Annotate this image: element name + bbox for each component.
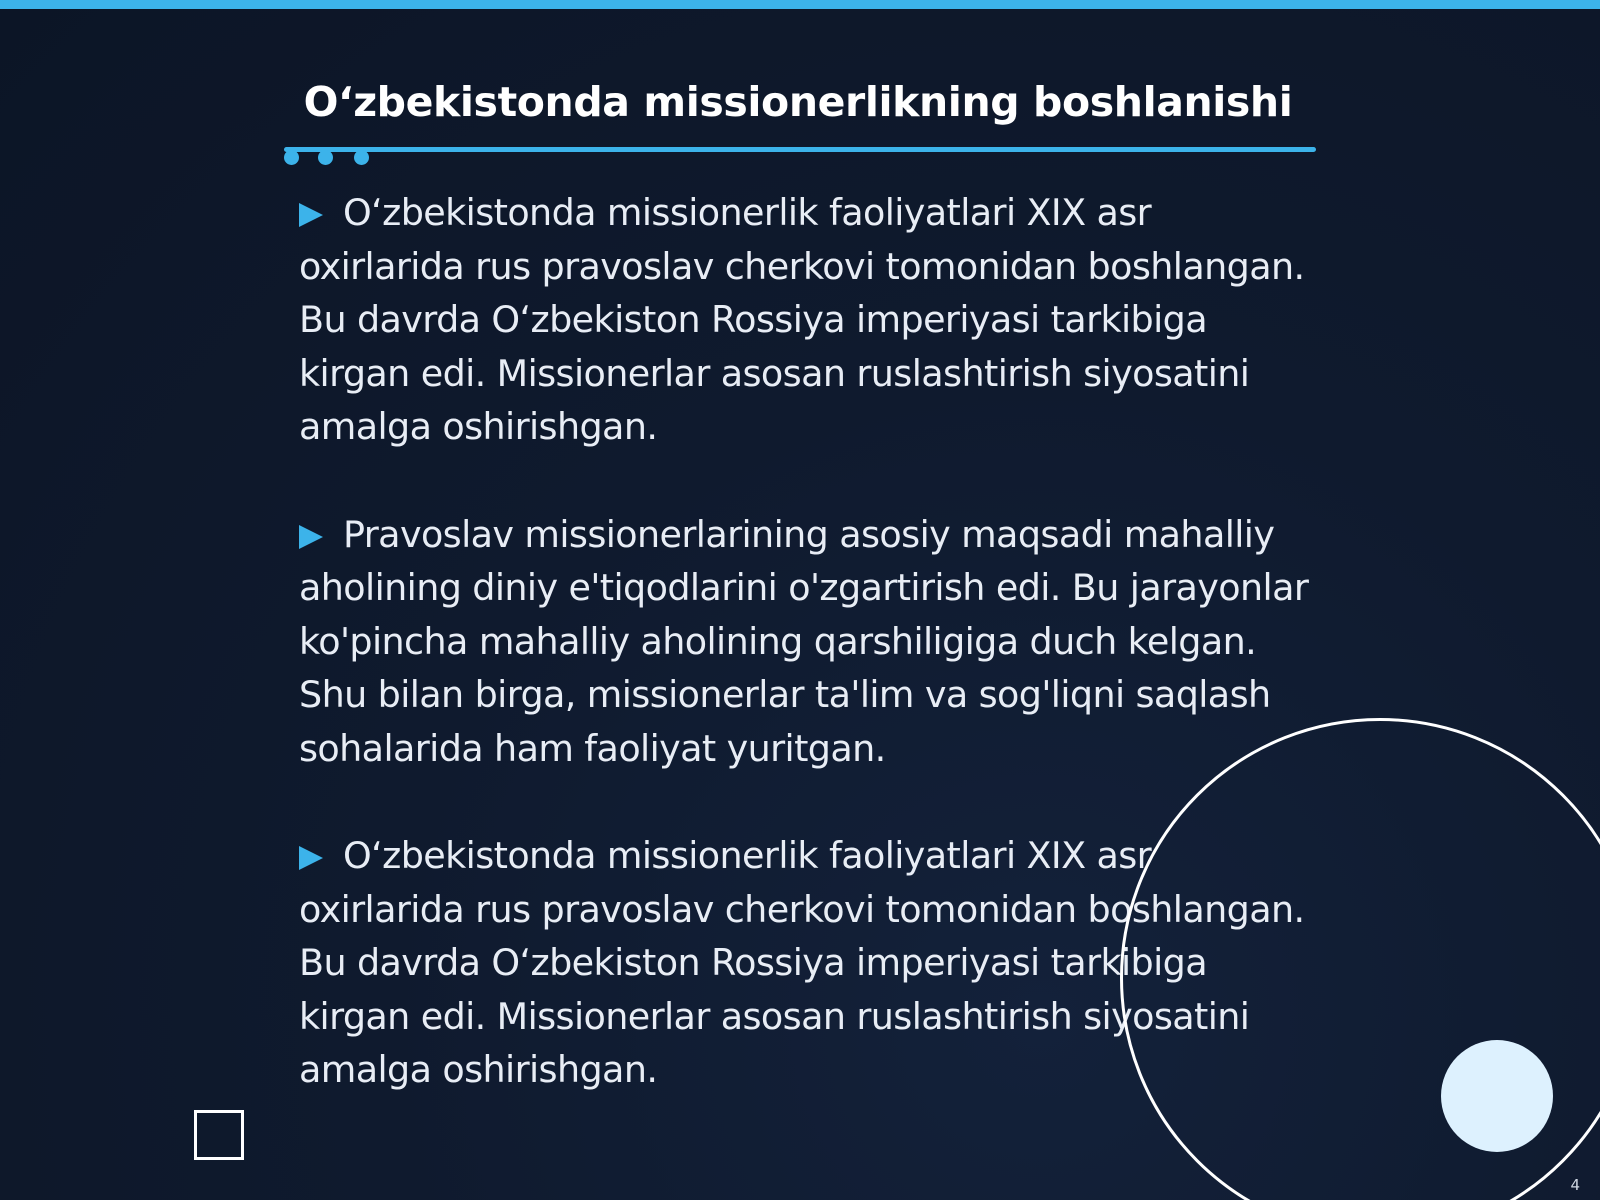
slide-number: 4 <box>1570 1176 1580 1194</box>
decorative-square-outline <box>194 1110 244 1160</box>
top-accent-bar <box>0 0 1600 9</box>
underline-dot-1 <box>284 150 299 165</box>
bullet-text-1: O‘zbekistonda missionerlik faoliyatlari XIX asr oxirlarida rus pravoslav cherkovi tomonidan boshlangan. Bu davrda O‘zbekiston Rossiya imperiyasi tarkibiga kirgan edi. Missionerlar asosan ruslashtirish siyosatini amalga oshirishgan. <box>299 191 1305 448</box>
slide-title: O‘zbekistonda missionerlikning boshlanishi <box>303 78 1293 126</box>
decorative-disc <box>1441 1040 1553 1152</box>
bullet-item-1 <box>299 186 1309 454</box>
bullet-item-2 <box>299 508 1309 776</box>
bullet-text-3: O‘zbekistonda missionerlik faoliyatlari XIX asr oxirlarida rus pravoslav cherkovi tomonidan boshlangan. Bu davrda O‘zbekiston Rossiya imperiyasi tarkibiga kirgan edi. Missionerlar asosan ruslashtirish siyosatini amalga oshirishgan. <box>299 834 1305 1091</box>
bullet-text-2: Pravoslav missionerlarining asosiy maqsadi mahalliy aholining diniy e'tiqodlarini o'zgartirish edi. Bu jarayonlar ko'pincha mahalliy aholining qarshiligiga duch kelgan. Shu bilan birga, missionerlar ta'lim va sog'liqni saqlash sohalarida ham faoliyat yuritgan. <box>299 512 1309 770</box>
title-underline <box>284 147 1316 152</box>
triangle-right-icon <box>299 846 323 870</box>
underline-dot-3 <box>354 150 369 165</box>
triangle-right-icon <box>299 203 323 227</box>
underline-dot-2 <box>318 150 333 165</box>
triangle-right-icon <box>299 525 323 549</box>
